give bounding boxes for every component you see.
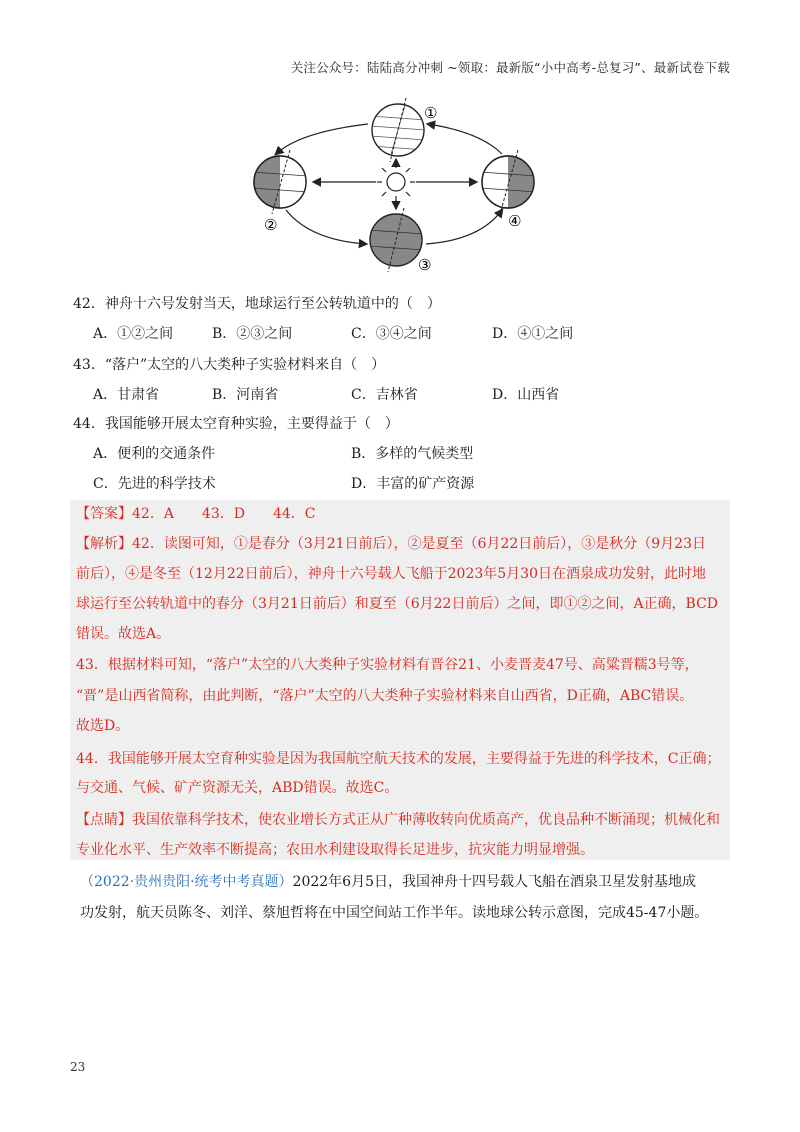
question-44-stem: 44．我国能够开展太空育种实验，主要得益于（ ） <box>73 416 399 432</box>
sun-icon <box>377 163 415 201</box>
analysis-line-2: 前后），④是冬至（12月22日前后），神舟十六号载人飞船于2023年5月30日在酒泉成功发射，此时地 <box>76 566 706 582</box>
page-header: 关注公众号：陆陆高分冲刺 ~领取：最新版“小中高考-总复习”、最新试卷下载 <box>290 60 730 75</box>
question-42-option-b[interactable]: B．②③之间 <box>212 326 293 342</box>
intro-text-2: 功发射，航天员陈冬、刘洋、蔡旭哲将在中国空间站工作半年。读地球公转示意图，完成45-47小题。 <box>80 905 709 921</box>
question-44-option-d[interactable]: D．丰富的矿产资源 <box>351 476 475 492</box>
analysis-line-7: 故选D。 <box>76 718 130 734</box>
analysis-line-8: 44．我国能够开展太空育种实验是因为我国航空航天技术的发展，主要得益于先进的科学技术，C正确； <box>76 751 721 767</box>
question-42-option-c[interactable]: C．③④之间 <box>351 326 432 342</box>
analysis-line-1: 【解析】42．读图可知，①是春分（3月21日前后），②是夏至（6月22日前后），③是秋分（9月23日 <box>76 536 706 552</box>
question-42-stem: 42．神舟十六号发射当天，地球运行至公转轨道中的（ ） <box>73 296 441 312</box>
intro-text-1: 2022年6月5日，我国神舟十四号载人飞船在酒泉卫星发射基地成 <box>292 874 696 890</box>
question-44-option-b[interactable]: B．多样的气候类型 <box>351 446 474 462</box>
earth-position-1 <box>370 98 426 162</box>
page-number: 23 <box>70 1060 86 1074</box>
question-43-option-d[interactable]: D．山西省 <box>492 387 560 403</box>
key-point-line-2: 专业化水平、生产效率不断提高；农田水利建设取得长足进步，抗灾能力明显增强。 <box>76 842 594 858</box>
key-point-line-1: 【点睛】我国依靠科学技术，使农业增长方式正从广种薄收转向优质高产，优良品种不断涌现；机械化和 <box>76 812 720 828</box>
earth-position-4 <box>480 150 538 214</box>
label-1: ① <box>424 104 438 122</box>
label-3: ③ <box>418 256 432 274</box>
question-43-stem: 43．“落户”太空的八大类种子实验材料来自（ ） <box>73 357 386 373</box>
answer-analysis-box <box>70 500 730 860</box>
answer-summary: 【答案】42．A 43．D 44．C <box>76 506 316 522</box>
earth-revolution-diagram <box>240 92 570 277</box>
question-43-option-a[interactable]: A．甘肃省 <box>93 387 160 403</box>
question-42-option-a[interactable]: A．①②之间 <box>93 326 174 342</box>
source-tag: （2022·贵州贵阳·统考中考真题） <box>80 874 293 890</box>
label-2: ② <box>264 216 278 234</box>
next-group-intro-line-1 <box>80 872 696 892</box>
analysis-line-9: 与交通、气候、矿产资源无关，ABD错误。故选C。 <box>76 780 399 796</box>
question-43-option-c[interactable]: C．吉林省 <box>351 387 418 403</box>
label-4: ④ <box>508 212 522 230</box>
earth-position-3 <box>368 208 424 272</box>
question-43-option-b[interactable]: B．河南省 <box>212 387 279 403</box>
question-44-option-a[interactable]: A．便利的交通条件 <box>93 446 216 462</box>
earth-position-2 <box>252 150 310 214</box>
analysis-line-3: 球运行至公转轨道中的春分（3月21日前后）和夏至（6月22日前后）之间，即①②之间，A正确，BCD <box>76 596 719 612</box>
question-42-option-d[interactable]: D．④①之间 <box>492 326 574 342</box>
question-44-option-c[interactable]: C．先进的科学技术 <box>93 476 216 492</box>
analysis-line-4: 错误。故选A。 <box>76 626 171 642</box>
analysis-line-5: 43．根据材料可知，“落户”太空的八大类种子实验材料有晋谷21、小麦晋麦47号、高粱晋糯3号等， <box>76 657 699 673</box>
analysis-line-6: “晋”是山西省简称，由此判断，“落户”太空的八大类种子实验材料来自山西省，D正确，ABC错误。 <box>76 688 694 704</box>
